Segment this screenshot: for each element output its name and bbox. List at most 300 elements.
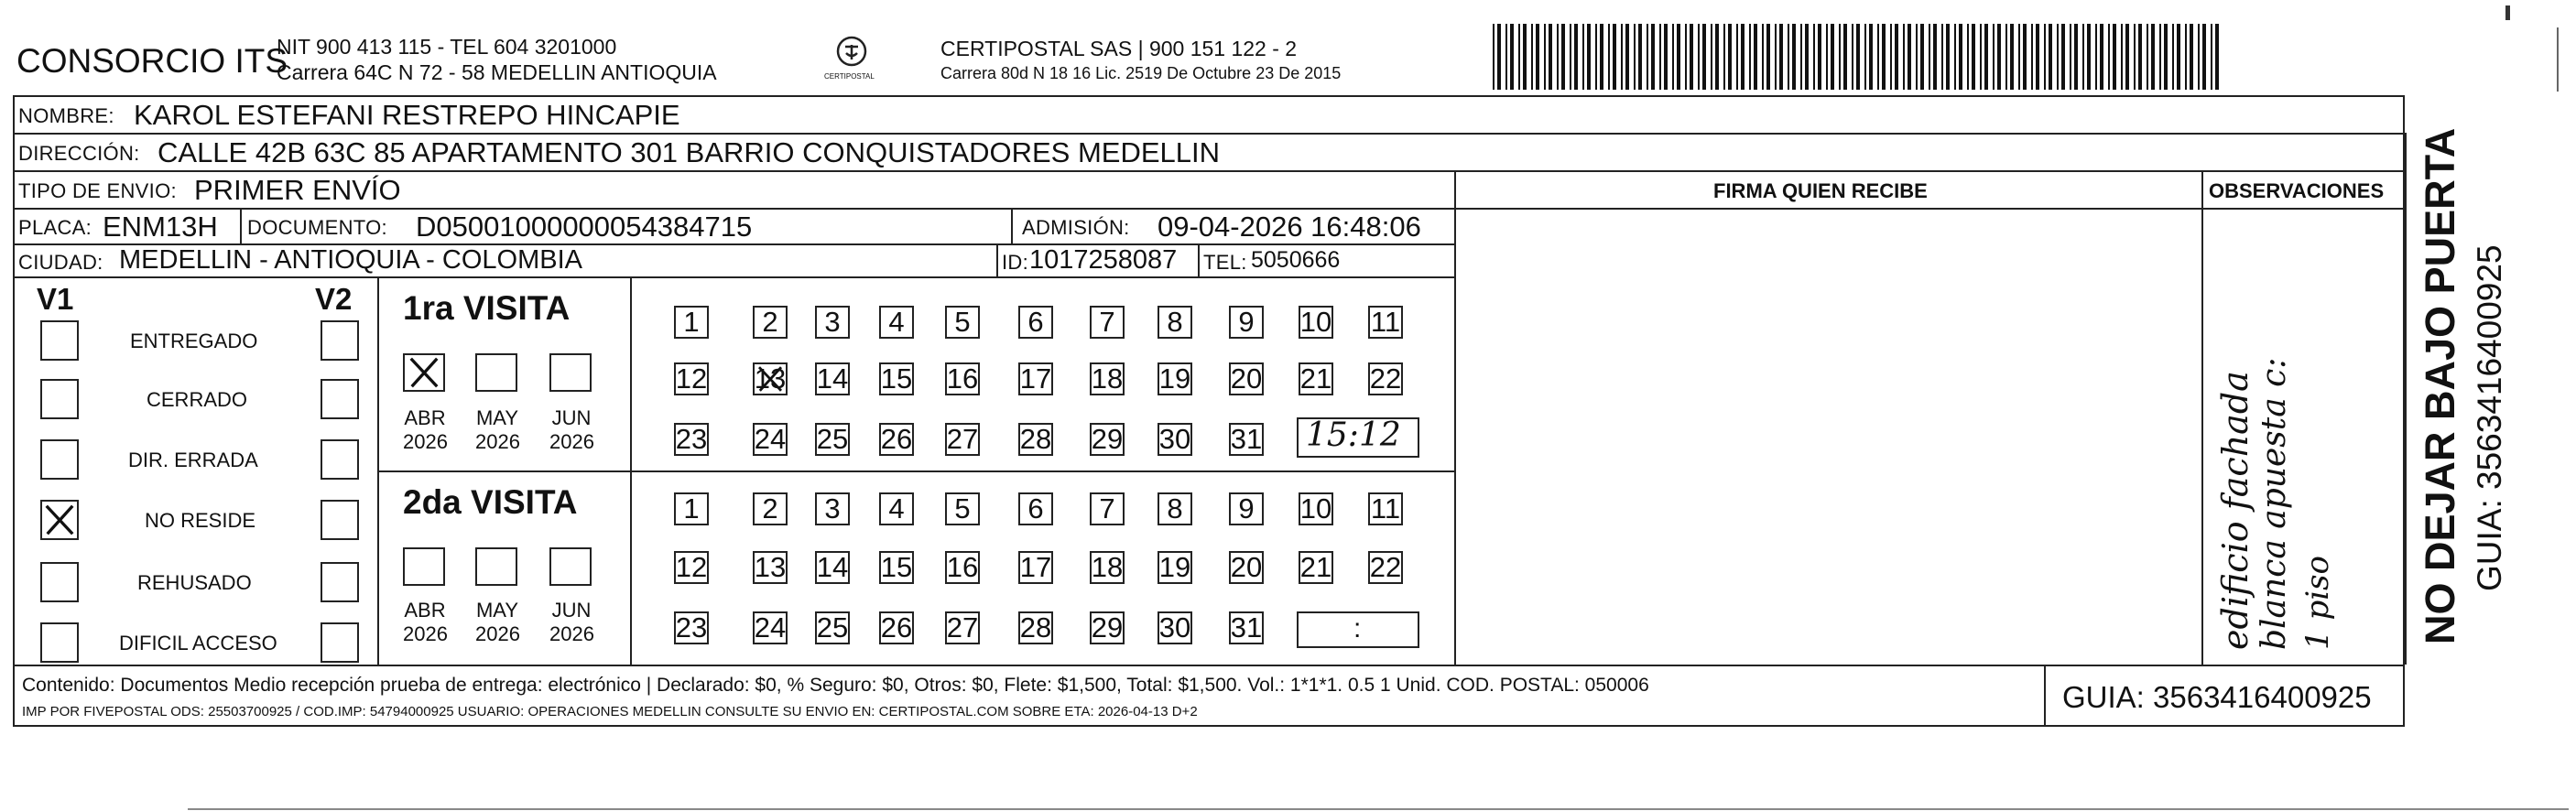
barcode-bar	[1638, 24, 1642, 90]
status-v2-checkbox[interactable]	[321, 622, 359, 663]
visita2-month-label: ABR	[404, 599, 446, 622]
visita1-day-box[interactable]	[815, 362, 850, 395]
barcode-bar	[1741, 24, 1745, 90]
visita1-day-box[interactable]	[1090, 306, 1125, 339]
barcode-bar	[1570, 24, 1571, 90]
contenido-line: Contenido: Documentos Medio recepción prueba de entrega: electrónico | Declarado: $0, % Seguro: $0, Otros: $0, Flete: $1,500, Total: $1,500. Vol.: 1*1*1. 0.5 1 Unid. COD. POSTAL: 050006	[22, 675, 1649, 696]
visita1-day-number: 10	[1299, 306, 1332, 338]
placa-label: PLACA:	[18, 216, 92, 239]
status-v1-checkbox[interactable]	[40, 439, 79, 480]
placa-value: ENM13H	[103, 211, 218, 243]
barcode-bar	[1980, 24, 1982, 90]
visita2-day-box[interactable]	[815, 551, 850, 584]
visita1-day-box[interactable]	[815, 306, 850, 339]
barcode-bar	[1647, 24, 1648, 90]
visita2-day-box[interactable]	[1018, 611, 1053, 644]
logo-caption: CERTIPOSTAL	[824, 72, 875, 81]
status-v1-checkbox[interactable]	[40, 500, 79, 540]
barcode-bar	[1651, 24, 1655, 90]
visita2-day-box[interactable]	[1090, 492, 1125, 525]
check-x-icon	[42, 502, 77, 538]
barcode-bar	[1972, 24, 1975, 90]
barcode-bar	[1711, 24, 1712, 90]
edge-line	[2557, 27, 2559, 92]
visita1-day-number: 28	[1019, 423, 1052, 455]
barcode-bar	[2202, 24, 2206, 90]
visita1-day-box[interactable]	[674, 423, 709, 456]
visita1-day-box[interactable]	[1229, 423, 1264, 456]
visita2-month-checkbox[interactable]	[475, 547, 517, 586]
side-text	[2416, 101, 2535, 644]
visita1-title: 1ra VISITA	[403, 289, 571, 327]
status-option-label: DIR. ERRADA	[128, 449, 258, 471]
barcode-bar	[2074, 24, 2078, 90]
barcode-bar	[1920, 24, 1924, 90]
barcode-bar	[1766, 24, 1770, 90]
edge-mark	[2505, 5, 2510, 20]
barcode-bar	[1852, 24, 1853, 90]
visita2-day-box[interactable]	[674, 492, 709, 525]
status-v2-checkbox[interactable]	[321, 379, 359, 419]
barcode-bar	[1843, 24, 1847, 90]
visita1-day-box[interactable]	[879, 362, 914, 395]
barcode-bar	[1677, 24, 1680, 90]
status-v2-checkbox[interactable]	[321, 562, 359, 602]
visita2-day-box[interactable]	[1158, 551, 1192, 584]
visita2-day-number: 3	[824, 492, 841, 524]
barcode-bar	[1536, 24, 1539, 90]
visita1-day-number: 14	[816, 362, 849, 395]
certipostal-logo-icon	[815, 33, 888, 88]
check-x-icon	[405, 355, 443, 390]
visita2-day-number: 17	[1019, 551, 1052, 583]
visita2-day-box[interactable]	[674, 551, 709, 584]
visita1-day-box[interactable]	[1158, 306, 1192, 339]
tipo-envio-value: PRIMER ENVÍO	[194, 174, 401, 206]
visita1-day-box[interactable]	[1368, 306, 1403, 339]
barcode-bar	[2172, 24, 2174, 90]
id-label: ID:	[1002, 251, 1029, 274]
barcode-bar	[2125, 24, 2129, 90]
documento-label: DOCUMENTO:	[247, 216, 387, 239]
barcode-bar	[1557, 24, 1559, 90]
barcode-bar	[1625, 24, 1629, 90]
visita2-day-number: 28	[1019, 611, 1052, 643]
visita1-day-number: 7	[1099, 306, 1115, 338]
side-warning: NO DEJAR BAJO PUERTA	[2417, 127, 2463, 644]
visita2-day-number: 31	[1230, 611, 1263, 643]
visita1-day-box[interactable]	[1090, 362, 1125, 395]
barcode-bar	[1544, 24, 1546, 90]
visita1-month-checkbox[interactable]	[475, 353, 517, 392]
status-v2-checkbox[interactable]	[321, 500, 359, 540]
visita1-day-number: 23	[675, 423, 708, 455]
barcode-bar	[1929, 24, 1930, 90]
imp-line: IMP POR FIVEPOSTAL ODS: 25503700925 / COD.IMP: 54794000925 USUARIO: OPERACIONES MEDELLIN CONSULTE SU ENVIO EN: CERTIPOSTAL.COM SOBRE ETA: 2026-04-13 D+2	[22, 704, 1198, 719]
visita1-day-number: 8	[1167, 306, 1183, 338]
visita1-day-number: 18	[1091, 362, 1124, 395]
nit-line: NIT 900 413 115 - TEL 604 3201000	[277, 35, 617, 59]
barcode-bar	[2018, 24, 2020, 90]
barcode-bar	[1685, 24, 1687, 90]
barcode-bar	[2049, 24, 2052, 90]
visita2-day-number: 18	[1091, 551, 1124, 583]
visita1-day-box[interactable]	[879, 423, 914, 456]
barcode-bar	[2061, 24, 2065, 90]
visita1-day-box[interactable]	[1299, 362, 1333, 395]
barcode	[1493, 24, 2225, 90]
barcode-bar	[2121, 24, 2123, 90]
barcode-bar	[2151, 24, 2155, 90]
visita1-month-checkbox[interactable]	[403, 353, 445, 392]
barcode-bar	[1587, 24, 1591, 90]
visita2-day-number: 12	[675, 551, 708, 583]
barcode-bar	[1531, 24, 1533, 90]
visita2-day-number: 6	[1027, 492, 1044, 524]
barcode-bars	[1493, 24, 2225, 90]
barcode-bar	[1574, 24, 1578, 90]
visita1-day-number: 13	[754, 362, 787, 395]
visita1-day-number: 6	[1027, 306, 1044, 338]
direccion-value: CALLE 42B 63C 85 APARTAMENTO 301 BARRIO CONQUISTADORES MEDELLIN	[158, 136, 1221, 168]
visita1-day-number: 17	[1019, 362, 1052, 395]
visita1-day-number: 16	[946, 362, 979, 395]
license-line: Carrera 80d N 18 16 Lic. 2519 De Octubre 23 De 2015	[940, 64, 1342, 82]
visita1-day-number: 5	[954, 306, 971, 338]
barcode-bar	[1826, 24, 1828, 90]
visita2-day-box[interactable]	[1299, 492, 1333, 525]
tipo-envio-label: TIPO DE ENVIO:	[18, 179, 177, 202]
visita2-day-box[interactable]	[753, 611, 788, 644]
visita2-day-number: 4	[888, 492, 905, 524]
visita2-day-box[interactable]	[945, 551, 980, 584]
barcode-bar	[1805, 24, 1809, 90]
visita2-day-number: 24	[754, 611, 787, 643]
barcode-bar	[1523, 24, 1527, 90]
visita1-day-box[interactable]	[1299, 306, 1333, 339]
barcode-bar	[2057, 24, 2059, 90]
status-v1-checkbox[interactable]	[40, 562, 79, 602]
visita1-day-number: 29	[1091, 423, 1124, 455]
side-guia: GUIA: 3563416400925	[2471, 244, 2508, 591]
visita2-day-box[interactable]	[1158, 611, 1192, 644]
admision-value: 09-04-2026 16:48:06	[1158, 211, 1421, 243]
visita1-day-number: 1	[683, 306, 700, 338]
barcode-bar	[2185, 24, 2187, 90]
admision-label: ADMISIÓN:	[1022, 216, 1130, 239]
status-option-label: ENTREGADO	[130, 330, 258, 352]
status-v2-checkbox[interactable]	[321, 439, 359, 480]
visita1-day-box[interactable]	[945, 423, 980, 456]
barcode-bar	[1672, 24, 1674, 90]
check-x-icon	[755, 364, 786, 394]
barcode-bar	[2138, 24, 2142, 90]
barcode-bar	[2031, 24, 2033, 90]
visita1-day-number: 30	[1158, 423, 1191, 455]
visita1-month-year: 2026	[549, 430, 594, 453]
barcode-bar	[1792, 24, 1796, 90]
visita1-day-box[interactable]	[1368, 362, 1403, 395]
visita2-month-checkbox[interactable]	[549, 547, 592, 586]
visita2-day-box[interactable]	[1229, 611, 1264, 644]
id-value: 1017258087	[1029, 245, 1178, 275]
barcode-bar	[1895, 24, 1898, 90]
visita2-month-label: MAY	[475, 599, 519, 622]
barcode-bar	[2087, 24, 2091, 90]
visita2-day-box[interactable]	[753, 492, 788, 525]
company-address: Carrera 64C N 72 - 58 MEDELLIN ANTIOQUIA	[277, 60, 717, 84]
firma-label: FIRMA QUIEN RECIBE	[1713, 179, 1928, 202]
nombre-label: NOMBRE:	[18, 104, 114, 127]
visita2-month-year: 2026	[475, 622, 520, 645]
visita1-month-year: 2026	[403, 430, 448, 453]
visita1-day-number: 15	[880, 362, 913, 395]
barcode-bar	[1561, 24, 1565, 90]
documento-value: D05001000000054384715	[416, 211, 753, 243]
visita2-day-box[interactable]	[1158, 492, 1192, 525]
barcode-bar	[2134, 24, 2136, 90]
visita1-day-number: 24	[754, 423, 787, 455]
status-option-label: DIFICIL ACCESO	[119, 632, 277, 654]
visita2-day-box[interactable]	[945, 492, 980, 525]
visita1-day-box[interactable]	[674, 362, 709, 395]
barcode-bar	[1856, 24, 1860, 90]
status-option-label: CERRADO	[147, 388, 248, 411]
visita1-day-number: 22	[1369, 362, 1402, 395]
visita2-day-number: 14	[816, 551, 849, 583]
status-v1-checkbox[interactable]	[40, 320, 79, 361]
visita1-day-box[interactable]	[1018, 362, 1053, 395]
barcode-bar	[1518, 24, 1520, 90]
barcode-bar	[1890, 24, 1892, 90]
barcode-bar	[2010, 24, 2014, 90]
barcode-bar	[2036, 24, 2039, 90]
barcode-bar	[1497, 24, 1501, 90]
visita2-day-box[interactable]	[879, 611, 914, 644]
visita2-day-box[interactable]	[1229, 551, 1264, 584]
barcode-bar	[1800, 24, 1802, 90]
observaciones-label: OBSERVACIONES	[2209, 179, 2385, 202]
visita2-day-box[interactable]	[815, 492, 850, 525]
visita1-day-box[interactable]	[1229, 306, 1264, 339]
tel-value: 5050666	[1251, 247, 1341, 273]
certipostal-line: CERTIPOSTAL SAS | 900 151 122 - 2	[940, 37, 1298, 60]
visita1-day-number: 11	[1370, 306, 1401, 338]
visita1-day-number: 27	[946, 423, 979, 455]
visita2-day-box[interactable]	[879, 492, 914, 525]
visita1-time: 15:12	[1306, 416, 1401, 454]
barcode-bar	[1954, 24, 1956, 90]
visita1-month-label: ABR	[404, 406, 446, 429]
visita1-day-box[interactable]	[879, 306, 914, 339]
barcode-bar	[2082, 24, 2084, 90]
company-name: CONSORCIO ITS	[16, 42, 288, 80]
visita2-day-box[interactable]	[945, 611, 980, 644]
barcode-bar	[1736, 24, 1738, 90]
barcode-bar	[1664, 24, 1668, 90]
barcode-bar	[1877, 24, 1879, 90]
barcode-bar	[1505, 24, 1507, 90]
barcode-bar	[2159, 24, 2161, 90]
visita2-day-number: 19	[1158, 551, 1191, 583]
visita2-day-number: 15	[880, 551, 913, 583]
visita1-day-number: 4	[888, 306, 905, 338]
visita2-day-number: 7	[1099, 492, 1115, 524]
visita2-time: :	[1353, 613, 1362, 643]
visita2-day-number: 21	[1299, 551, 1332, 583]
visita2-day-box[interactable]	[815, 611, 850, 644]
barcode-bar	[1775, 24, 1777, 90]
visita2-day-box[interactable]	[879, 551, 914, 584]
barcode-bar	[1659, 24, 1661, 90]
visita2-day-number: 9	[1238, 492, 1255, 524]
visita2-month-label: JUN	[551, 599, 592, 622]
visita1-day-box[interactable]	[1229, 362, 1264, 395]
barcode-bar	[1698, 24, 1700, 90]
visita2-day-box[interactable]	[674, 611, 709, 644]
barcode-bar	[2044, 24, 2046, 90]
barcode-bar	[1933, 24, 1937, 90]
visita1-day-box[interactable]	[1018, 306, 1053, 339]
barcode-bar	[1993, 24, 1994, 90]
barcode-bar	[2023, 24, 2027, 90]
visita2-day-number: 5	[954, 492, 971, 524]
visita1-day-number: 2	[762, 306, 778, 338]
barcode-bar	[1723, 24, 1725, 90]
visita2-day-box[interactable]	[1018, 492, 1053, 525]
visita2-day-box[interactable]	[1229, 492, 1264, 525]
visita1-day-box[interactable]	[1158, 362, 1192, 395]
barcode-bar	[1762, 24, 1764, 90]
visita2-month-checkbox[interactable]	[403, 547, 445, 586]
barcode-bar	[2070, 24, 2071, 90]
barcode-bar	[1549, 24, 1552, 90]
visita1-day-box[interactable]	[1090, 423, 1125, 456]
barcode-bar	[1510, 24, 1514, 90]
barcode-bar	[1869, 24, 1873, 90]
barcode-bar	[2211, 24, 2212, 90]
barcode-bar	[1621, 24, 1623, 90]
barcode-bar	[2005, 24, 2007, 90]
visita1-day-number: 3	[824, 306, 841, 338]
visita1-month-label: MAY	[475, 406, 519, 429]
barcode-bar	[2147, 24, 2148, 90]
barcode-bar	[2113, 24, 2116, 90]
visita1-day-box[interactable]	[753, 423, 788, 456]
barcode-bar	[1997, 24, 2001, 90]
barcode-bar	[1908, 24, 1911, 90]
visita2-day-box[interactable]	[1090, 551, 1125, 584]
barcode-bar	[1779, 24, 1783, 90]
visita1-day-box[interactable]	[945, 306, 980, 339]
visita2-day-number: 22	[1369, 551, 1402, 583]
visita2-day-number: 13	[754, 551, 787, 583]
visita2-day-number: 16	[946, 551, 979, 583]
visita2-day-box[interactable]	[1368, 551, 1403, 584]
visita1-day-box[interactable]	[815, 423, 850, 456]
barcode-bar	[1634, 24, 1636, 90]
bottom-edge-line	[188, 808, 2569, 810]
visita1-day-number: 31	[1230, 423, 1263, 455]
v2-label: V2	[315, 282, 353, 316]
visita1-month-year: 2026	[475, 430, 520, 453]
visita1-day-number: 25	[816, 423, 849, 455]
visita2-day-number: 26	[880, 611, 913, 643]
barcode-bar	[1903, 24, 1905, 90]
visita2-title: 2da VISITA	[403, 483, 578, 521]
barcode-bar	[2100, 24, 2103, 90]
visita2-day-box[interactable]	[753, 551, 788, 584]
status-v2-checkbox[interactable]	[321, 320, 359, 361]
ciudad-label: CIUDAD:	[18, 251, 103, 274]
status-v1-checkbox[interactable]	[40, 622, 79, 663]
obs-line-2: blanca apuesta c:	[2255, 357, 2293, 650]
barcode-bar	[1916, 24, 1918, 90]
barcode-bar	[1959, 24, 1962, 90]
visita1-day-number: 21	[1299, 362, 1332, 395]
barcode-bar	[1941, 24, 1943, 90]
barcode-bar	[2190, 24, 2193, 90]
visita1-day-box[interactable]	[674, 306, 709, 339]
barcode-bar	[2164, 24, 2168, 90]
visita1-day-number: 26	[880, 423, 913, 455]
v1-label: V1	[37, 282, 74, 316]
barcode-bar	[1690, 24, 1693, 90]
barcode-bar	[1754, 24, 1757, 90]
visita2-day-number: 27	[946, 611, 979, 643]
visita2-month-year: 2026	[403, 622, 448, 645]
visita2-day-number: 20	[1230, 551, 1263, 583]
visita1-day-box[interactable]	[1018, 423, 1053, 456]
visita2-day-number: 10	[1299, 492, 1332, 524]
visita2-day-box[interactable]	[1299, 551, 1333, 584]
visita1-day-box[interactable]	[945, 362, 980, 395]
visita1-day-box[interactable]	[753, 362, 788, 395]
barcode-bar	[1595, 24, 1597, 90]
status-option-label: REHUSADO	[137, 571, 252, 594]
visita2-day-number: 1	[683, 492, 700, 524]
visita2-month-year: 2026	[549, 622, 594, 645]
visita2-day-box[interactable]	[1368, 492, 1403, 525]
barcode-bar	[1582, 24, 1584, 90]
visita2-day-box[interactable]	[1018, 551, 1053, 584]
visita2-day-number: 11	[1370, 492, 1401, 524]
barcode-bar	[1946, 24, 1950, 90]
status-option-label: NO RESIDE	[145, 509, 256, 532]
visita2-day-number: 23	[675, 611, 708, 643]
visita2-day-number: 29	[1091, 611, 1124, 643]
visita2-day-box[interactable]	[1090, 611, 1125, 644]
barcode-bar	[1702, 24, 1706, 90]
barcode-bar	[1613, 24, 1616, 90]
obs-line-3: 1 piso	[2299, 556, 2336, 650]
visita1-month-checkbox[interactable]	[549, 353, 592, 392]
barcode-bar	[1728, 24, 1732, 90]
status-v1-checkbox[interactable]	[40, 379, 79, 419]
ciudad-value: MEDELLIN - ANTIOQUIA - COLOMBIA	[119, 245, 582, 275]
barcode-bar	[2177, 24, 2180, 90]
barcode-bar	[1882, 24, 1886, 90]
barcode-bar	[1608, 24, 1610, 90]
visita1-day-number: 20	[1230, 362, 1263, 395]
visita1-day-box[interactable]	[1158, 423, 1192, 456]
visita1-day-box[interactable]	[753, 306, 788, 339]
barcode-bar	[1600, 24, 1603, 90]
barcode-bar	[1788, 24, 1789, 90]
visita2-day-number: 25	[816, 611, 849, 643]
barcode-bar	[1864, 24, 1866, 90]
visita2-day-number: 30	[1158, 611, 1191, 643]
